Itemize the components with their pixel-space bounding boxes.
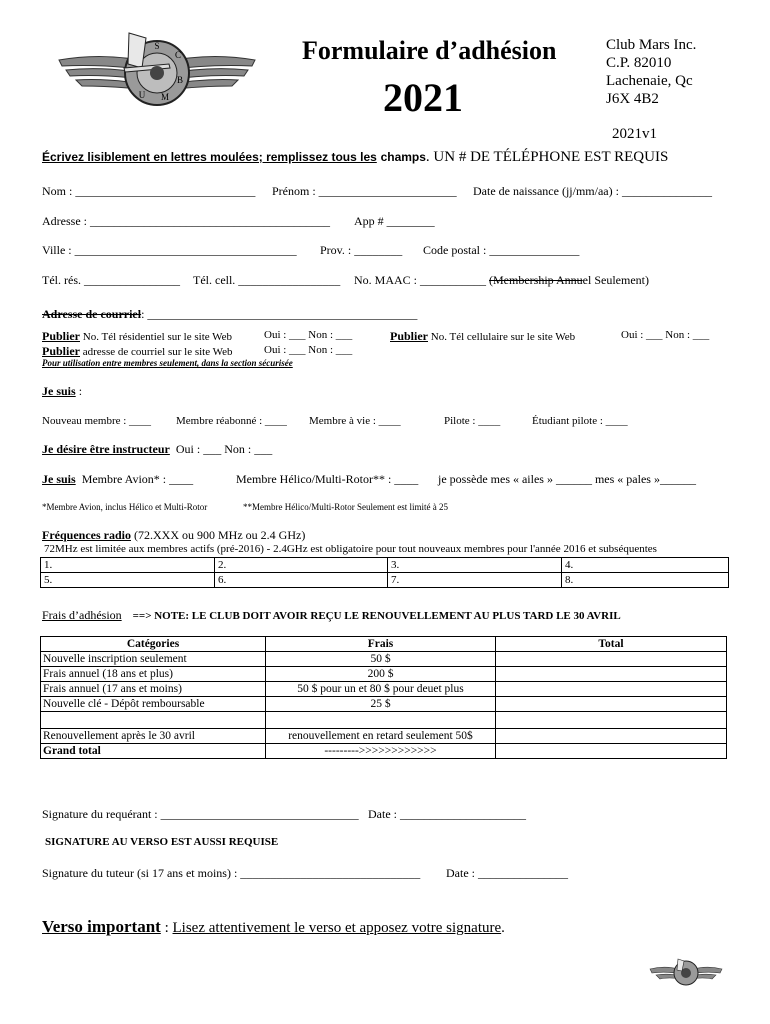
publish-tel-res-label: No. Tél résidentiel sur le site Web [82, 331, 233, 343]
fees-category: Renouvellement après le 30 avril [41, 729, 266, 744]
table-row [41, 697, 727, 712]
fees-category: Nouvelle clé - Dépôt remboursable [41, 697, 266, 712]
option-etudiant-pilote[interactable]: Étudiant pilote : ____ [532, 415, 628, 427]
option-membre-a-vie[interactable]: Membre à vie : ____ [309, 415, 401, 427]
signature-date[interactable]: Date : _____________________ [368, 807, 526, 821]
instructeur-label: Je désire être instructeur [42, 442, 170, 456]
field-tel-cell[interactable]: Tél. cell. _________________ [193, 273, 341, 287]
verso-important [42, 917, 505, 937]
verso-period: . [501, 920, 505, 936]
possede-ailes-pales[interactable]: je possède mes « ailes » ______ mes « pales »______ [438, 472, 696, 486]
table-row [41, 744, 727, 759]
fees-total[interactable] [496, 682, 727, 697]
svg-text:S: S [154, 41, 160, 51]
instructions-underlined: Écrivez lisiblement en lettres moulées; remplissez tous les [42, 150, 377, 164]
frequences-label: Fréquences radio [42, 528, 131, 542]
club-address [606, 36, 696, 108]
signature-requerant[interactable]: Signature du requérant : _________________________________ [42, 807, 359, 821]
form-year: 2021 [383, 75, 463, 120]
table-row [41, 729, 727, 744]
option-pilote[interactable]: Pilote : ____ [444, 415, 501, 427]
frequence-cell[interactable]: 4. [562, 558, 729, 573]
fees-total[interactable] [496, 712, 727, 729]
field-courriel[interactable] [42, 307, 417, 322]
field-prenom[interactable]: Prénom : _______________________ [272, 184, 457, 198]
fees-grand-total-arrow: --------->>>>>>>>>>>> [266, 744, 496, 759]
field-province[interactable]: Prov. : ________ [320, 243, 403, 257]
svg-text:U: U [138, 90, 146, 100]
frequence-cell[interactable]: 2. [215, 558, 388, 573]
fees-header-frais: Frais [266, 637, 496, 652]
field-app[interactable]: App # ________ [354, 214, 435, 228]
instructions [42, 149, 668, 166]
publish-word: Publier [42, 344, 80, 358]
field-code-postal[interactable]: Code postal : _______________ [423, 243, 580, 257]
fees-category: Frais annuel (18 ans et plus) [41, 667, 266, 682]
membership-rest: el Seulement) [582, 273, 649, 287]
publish-tel-res [42, 329, 232, 344]
membership-struck: (Membership Annu [489, 273, 583, 287]
instructions-rest: . UN # DE TÉLÉPHONE EST REQUIS [425, 149, 669, 165]
signature-tuteur[interactable]: Signature du tuteur (si 17 ans et moins) : ______________________________ [42, 866, 421, 880]
address-line: Club Mars Inc. [606, 37, 697, 53]
frais-label: Frais d’adhésion [42, 608, 122, 622]
frais-heading [42, 608, 621, 623]
frequences-note: 72MHz est limitée aux membres actifs (pré-2016) - 2.4GHz est obligatoire pour tout nouveaux membres pour l'année 2016 et subséquentes [44, 543, 657, 555]
form-version: 2021v1 [612, 126, 657, 142]
courriel-label: Adresse de courriel [42, 307, 142, 321]
field-date-naissance[interactable]: Date de naissance (jj/mm/aa) : _______________ [473, 184, 712, 198]
publish-email [42, 344, 233, 359]
publish-word: Publier [390, 329, 428, 343]
frequence-cell[interactable]: 6. [215, 573, 388, 588]
club-wings-small-logo-icon [648, 955, 724, 991]
address-line: Lachenaie, Qc [606, 73, 693, 89]
je-suis-heading [42, 384, 82, 399]
table-row [41, 682, 727, 697]
signature-tuteur-date[interactable]: Date : _______________ [446, 866, 568, 880]
fees-total[interactable] [496, 697, 727, 712]
frequence-cell[interactable]: 8. [562, 573, 729, 588]
frequences-heading [42, 528, 305, 543]
field-adresse[interactable]: Adresse : ________________________________________ [42, 214, 330, 228]
fees-amount: 50 $ [266, 652, 496, 667]
svg-text:B: B [176, 75, 184, 85]
fees-amount: 25 $ [266, 697, 496, 712]
svg-text:C: C [174, 50, 182, 60]
je-suis-colon: : [75, 384, 83, 398]
publish-tel-cell [390, 329, 575, 344]
fees-category: Frais annuel (17 ans et moins) [41, 682, 266, 697]
field-maac[interactable] [354, 273, 649, 288]
footnote-helico: **Membre Hélico/Multi-Rotor Seulement est limité à 25 [243, 502, 448, 512]
verso-required: SIGNATURE AU VERSO EST AUSSI REQUISE [45, 836, 279, 848]
instructions-champs: champs [380, 150, 426, 164]
table-row [41, 667, 727, 682]
courriel-line: : _____________________________________________ [141, 307, 418, 321]
fees-amount: 50 $ pour un et 80 $ pour deuet plus [266, 682, 496, 697]
membre-type-row [42, 472, 193, 487]
frequence-cell[interactable]: 7. [388, 573, 562, 588]
fees-header-categories: Catégories [41, 637, 266, 652]
publish-note: Pour utilisation entre membres seulement, dans la section sécurisée [42, 358, 293, 368]
membre-avion-option[interactable]: Membre Avion* : ____ [81, 472, 194, 486]
frequences-table [40, 557, 729, 588]
address-line: J6X 4B2 [606, 91, 659, 107]
verso-text: Lisez attentivement le verso et apposez votre signature [172, 920, 502, 936]
fees-amount: 200 $ [266, 667, 496, 682]
address-line: C.P. 82010 [606, 55, 672, 71]
club-wings-logo-icon [54, 28, 260, 118]
fees-header-total: Total [496, 637, 727, 652]
option-membre-reabonne[interactable]: Membre réabonné : ____ [176, 415, 287, 427]
je-suis-label: Je suis [42, 384, 76, 398]
publish-word: Publier [42, 329, 80, 343]
instructeur-choice[interactable]: Oui : ___ Non : ___ [175, 442, 273, 456]
publish-tel-res-choice[interactable]: Oui : ___ Non : ___ [264, 329, 353, 341]
fees-grand-total-label: Grand total [41, 744, 266, 759]
frequences-values: (72.XXX ou 900 MHz ou 2.4 GHz) [131, 528, 306, 542]
fees-total[interactable] [496, 652, 727, 667]
fees-total[interactable] [496, 729, 727, 744]
fees-category [41, 712, 266, 729]
table-row [41, 712, 727, 729]
publish-email-label: adresse de courriel sur le site Web [82, 346, 233, 358]
svg-text:M: M [160, 92, 170, 102]
verso-colon: : [160, 920, 173, 936]
frequence-cell[interactable]: 5. [41, 573, 215, 588]
fees-grand-total[interactable] [496, 744, 727, 759]
publish-tel-cell-label: No. Tél cellulaire sur le site Web [430, 331, 576, 343]
fees-amount: renouvellement en retard seulement 50$ [266, 729, 496, 744]
fees-category: Nouvelle inscription seulement [41, 652, 266, 667]
table-row [41, 652, 727, 667]
footnote-avion: *Membre Avion, inclus Hélico et Multi-Rotor [42, 502, 208, 512]
field-ville[interactable]: Ville : _____________________________________ [42, 243, 297, 257]
frequence-cell[interactable]: 3. [388, 558, 562, 573]
option-nouveau-membre[interactable]: Nouveau membre : ____ [42, 415, 152, 427]
table-row [41, 637, 727, 652]
frais-note: ==> NOTE: LE CLUB DOIT AVOIR REÇU LE RENOUVELLEMENT AU PLUS TARD LE 30 AVRIL [132, 610, 621, 622]
fees-amount [266, 712, 496, 729]
membre-helico-option[interactable]: Membre Hélico/Multi-Rotor** : ____ [236, 472, 419, 486]
table-row [41, 558, 729, 573]
form-title: Formulaire d’adhésion [302, 36, 557, 65]
membre-type-label: Je suis [42, 472, 76, 486]
frequence-cell[interactable]: 1. [41, 558, 215, 573]
field-nom[interactable]: Nom : ______________________________ [42, 184, 256, 198]
field-tel-res[interactable]: Tél. rés. ________________ [42, 273, 180, 287]
fees-total[interactable] [496, 667, 727, 682]
publish-tel-cell-choice[interactable]: Oui : ___ Non : ___ [621, 329, 710, 341]
instructeur-row [42, 442, 272, 457]
fees-table [40, 636, 727, 759]
maac-label: No. MAAC : ___________ [354, 273, 487, 287]
publish-email-choice[interactable]: Oui : ___ Non : ___ [264, 344, 353, 356]
verso-label: Verso important [42, 917, 161, 936]
table-row [41, 573, 729, 588]
